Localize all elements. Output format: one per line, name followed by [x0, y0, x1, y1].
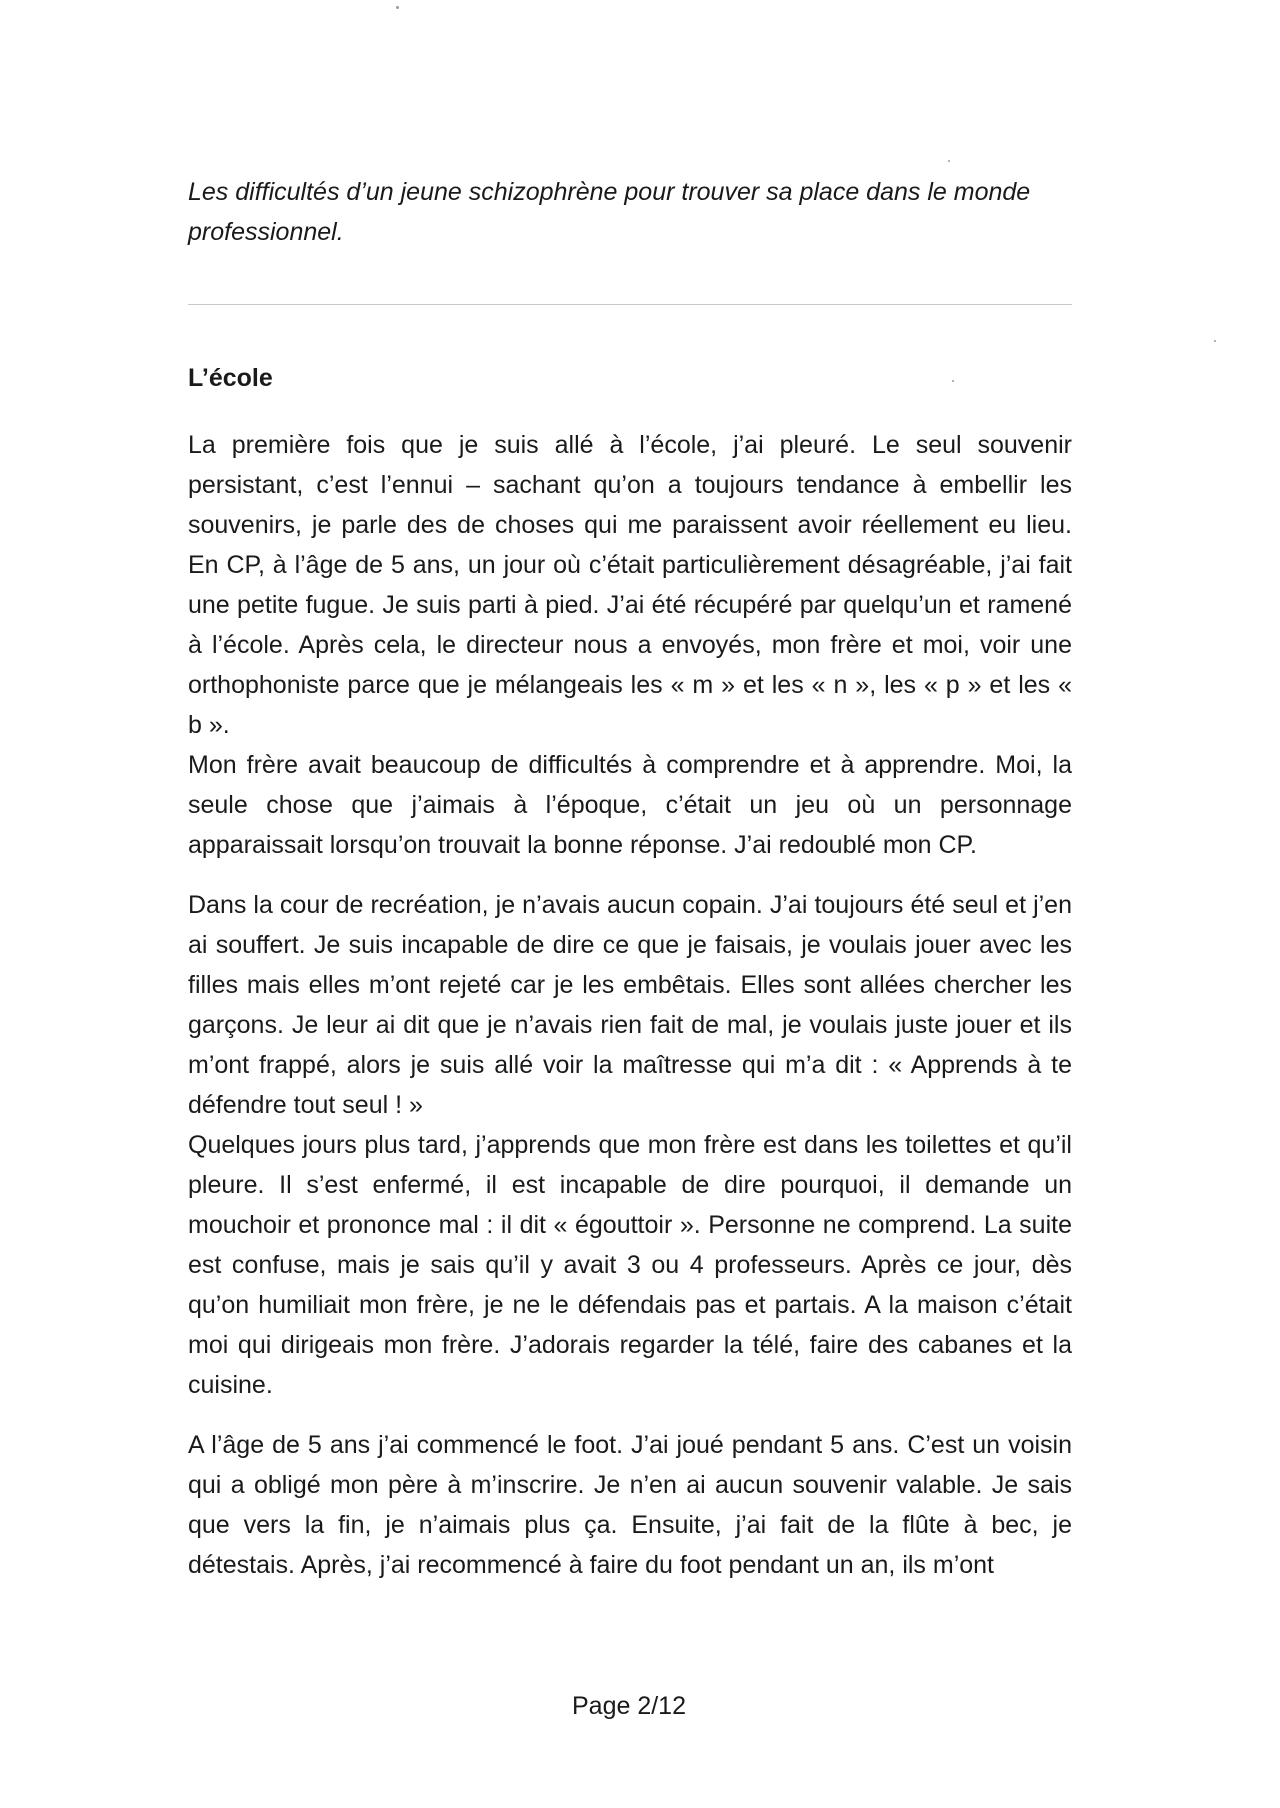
document-subtitle: Les difficultés d’un jeune schizophrène pour trouver sa place dans le monde professionnel. [188, 178, 1031, 246]
paragraph-4: Quelques jours plus tard, j’apprends que mon frère est dans les toilettes et qu’il pleure. Il s’est enfermé, il est incapable de dire pourquoi, il demande un mouchoir et prononce mal : il dit « égouttoir ». Personne ne comprend. La suite est confuse, mais je sais qu’il y avait 3 ou 4 professeurs. Après ce jour, dès qu’on humiliait mon frère, je ne le défendais pas et partais. A la maison c’était moi qui dirigeais mon frère. J’adorais regarder la télé, faire des cabanes et la cuisine. [188, 1131, 1072, 1399]
body-text [188, 425, 1072, 1585]
scan-speck [952, 380, 954, 382]
horizontal-divider [188, 304, 1072, 305]
paragraph-5: A l’âge de 5 ans j’ai commencé le foot. J’ai joué pendant 5 ans. C’est un voisin qui a obligé mon père à m’inscrire. Je n’en ai aucun souvenir valable. Je sais que vers la fin, je n’aimais plus ça. Ensuite, j’ai fait de la flûte à bec, je détestais. Après, j’ai recommencé à faire du foot pendant un an, ils m’ont [188, 1431, 1072, 1579]
page-number: Page 2/12 [572, 1692, 686, 1720]
scan-speck [1214, 340, 1216, 342]
paragraph-2: Mon frère avait beaucoup de difficultés à comprendre et à apprendre. Moi, la seule chose que j’aimais à l’époque, c’était un jeu où un personnage apparaissait lorsqu’on trouvait la bonne réponse. J’ai redoublé mon CP. [188, 751, 1072, 859]
paragraph-3: Dans la cour de recréation, je n’avais aucun copain. J’ai toujours été seul et j’en ai souffert. Je suis incapable de dire ce que je faisais, je voulais jouer avec les filles mais elles m’ont rejeté car je les embêtais. Elles sont allées chercher les garçons. Je leur ai dit que je n’avais rien fait de mal, je voulais juste jouer et ils m’ont frappé, alors je suis allé voir la maîtresse qui m’a dit : « Apprends à te défendre tout seul ! » [188, 891, 1072, 1119]
scan-speck [948, 160, 950, 162]
section-heading: L’école [188, 364, 273, 392]
scan-speck [396, 6, 399, 9]
paragraph-1: La première fois que je suis allé à l’école, j’ai pleuré. Le seul souvenir persistant, c’est l’ennui – sachant qu’on a toujours tendance à embellir les souvenirs, je parle des de choses qui me paraissent avoir réellement eu lieu. En CP, à l’âge de 5 ans, un jour où c’était particulièrement désagréable, j’ai fait une petite fugue. Je suis parti à pied. J’ai été récupéré par quelqu’un et ramené à l’école. Après cela, le directeur nous a envoyés, mon frère et moi, voir une orthophoniste parce que je mélangeais les « m » et les « n », les « p » et les « b ». [188, 431, 1072, 739]
